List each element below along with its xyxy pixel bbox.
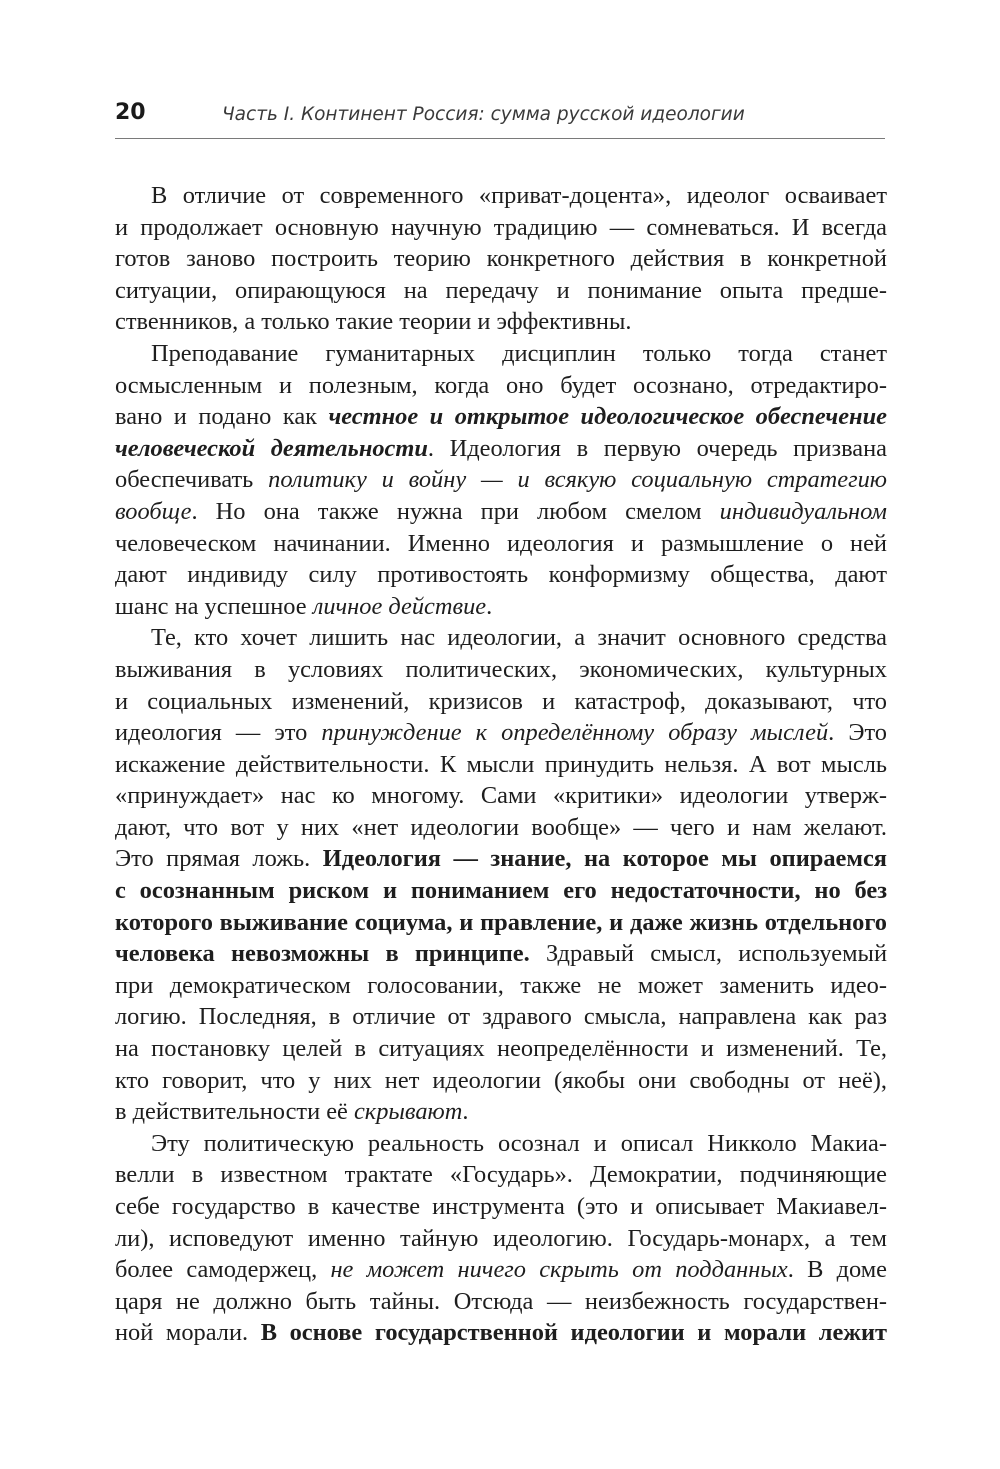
text-line: дают, что вот у них «нет идеологии вообще» — чего и нам желают. [115, 813, 887, 841]
text-line: ситуации, опирающуюся на передачу и понимание опыта предше- [115, 276, 887, 304]
italic-emphasis: не может ничего скрыть от подданных [330, 1256, 788, 1284]
bold-italic-emphasis: человеческой деятельности [115, 434, 428, 462]
text-line: которого выживание социума, и правление, и даже жизнь отдельного [115, 908, 887, 936]
bold-emphasis: Идеология — знание, на которое мы опираемся [322, 845, 887, 873]
running-title: Часть I. Континент Россия: сумма русской идеологии [222, 104, 745, 125]
text-line: вообще. Но она также нужна при любом смелом индивидуальном [115, 497, 887, 525]
italic-emphasis: принуждение к определённому образу мыслей [321, 719, 829, 747]
text-line: обеспечивать политику и войну — и всякую социальную стратегию [115, 466, 888, 494]
text-line: выживания в условиях политических, экономических, культурных [115, 655, 887, 683]
body-text [115, 180, 887, 1349]
italic-emphasis: скрывают [353, 1098, 463, 1126]
text-line: человеческой деятельности. Идеология в первую очередь призвана [115, 434, 887, 462]
text-line: человека невозможны в принципе. Здравый смысл, используемый [115, 940, 887, 968]
text-line: идеология — это принуждение к определённому образу мыслей. Это [115, 719, 887, 747]
text-line: готов заново построить теорию конкретного действия в конкретной [115, 245, 887, 273]
page-number: 20 [115, 100, 146, 125]
page-header [115, 98, 885, 139]
text-line: с осознанным риском и пониманием его недостаточности, но без [115, 877, 887, 905]
text-line: искажение действительности. К мысли принудить нельзя. А вот мысль [115, 750, 887, 778]
text-line: Это прямая ложь. Идеология — знание, на которое мы опираемся [115, 845, 887, 873]
text-line: велли в известном трактате «Государь». Демократии, подчиняющие [115, 1161, 887, 1189]
text-line: царя не должно быть тайны. Отсюда — неизбежность государствен- [115, 1287, 887, 1315]
text-line: вано и подано как честное и открытое идеологическое обеспечение [115, 403, 887, 431]
text-line: «принуждает» нас ко многому. Сами «критики» идеологии утверж- [115, 782, 887, 810]
text-line: шанс на успешное личное действие. [115, 592, 493, 620]
text-line: и социальных изменений, кризисов и катастроф, доказывают, что [115, 687, 887, 715]
text-line: дают индивиду силу противостоять конформизму общества, дают [115, 561, 887, 589]
text-line: Те, кто хочет лишить нас идеологии, а значит основного средства [151, 624, 887, 652]
bold-italic-emphasis: честное и открытое идеологическое обеспечение [328, 403, 887, 431]
italic-emphasis: вообще [115, 497, 192, 525]
text-line: более самодержец, не может ничего скрыть от подданных. В доме [115, 1256, 887, 1284]
text-line: кто говорит, что у них нет идеологии (якобы они свободны от неё), [115, 1066, 887, 1094]
text-line: себе государство в качестве инструмента (это и описывает Макиавел- [115, 1193, 887, 1220]
italic-emphasis: личное действие [312, 592, 487, 620]
text-line: в действительности её скрывают. [115, 1098, 469, 1126]
text-line: ли), исповедуют именно тайную идеологию. Государь-монарх, а тем [115, 1224, 887, 1252]
text-line: Эту политическую реальность осознал и описал Никколо Макиа- [151, 1129, 887, 1157]
italic-emphasis: политику и войну — и всякую социальную стратегию [268, 466, 888, 494]
text-line: при демократическом голосовании, также не может заменить идео- [115, 971, 887, 999]
bold-emphasis: человека невозможны в принципе. [115, 940, 530, 968]
text-line: В отличие от современного «приват-доцента», идеолог осваивает [151, 182, 887, 209]
text-line: на постановку целей в ситуациях неопределённости и изменений. Те, [115, 1035, 887, 1063]
text-line: ственников, а только такие теории и эффективны. [115, 308, 632, 336]
text-line: осмысленным и полезным, когда оно будет осознано, отредактиро- [115, 371, 887, 399]
text-line: человеческом начинании. Именно идеология и размышление о ней [115, 529, 887, 557]
italic-emphasis: индивидуальном [719, 497, 887, 525]
bold-emphasis: В основе государственной идеологии и морали лежит [260, 1319, 888, 1347]
text-line: Преподавание гуманитарных дисциплин только тогда станет [151, 339, 887, 367]
text-line: логию. Последняя, в отличие от здравого смысла, направлена как раз [115, 1003, 887, 1031]
text-line: ной морали. В основе государственной идеологии и морали лежит [115, 1319, 888, 1347]
text-line: и продолжает основную научную традицию — сомневаться. И всегда [115, 213, 887, 241]
